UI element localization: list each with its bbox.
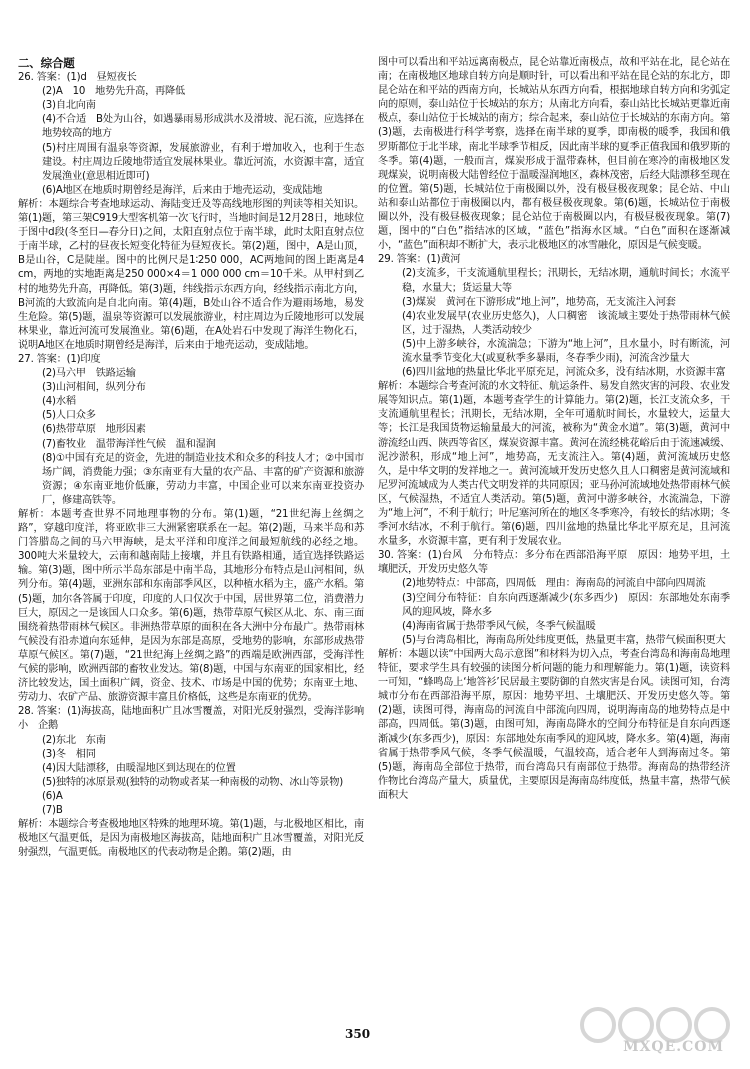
paragraph: 30. 答案：(1)台风 分布特点：多分布在西部沿海平原 原因：地势平坦，土壤肥沃，开发历史悠久等 xyxy=(378,550,730,576)
paragraph: (2)东北 东南 xyxy=(42,734,106,746)
paragraph: 图中可以看出和平站远离南极点，昆仑站靠近南极点，故和平站在北，昆仑站在南；在南极地区地球自转方向是顺时针，可以看出和平站在昆仑站的东北方，即昆仑站在和平站的西南方向，长城站从东西方向看，根据地球自转方向和劣弧定向的原则，泰山站位于长城站的东方；从南北方向看，泰山站比长城站更靠近南极点，泰山站位于长城站的南方；综合起来，泰山站位于长城站的东南方向。第(3)题，去南极进行科学考察，选择在南半球的夏季，即南极的暖季，我国和俄罗斯都位于北半球，南北半球季节相反，因此南半球的夏季正值我国和俄罗斯的冬季。第(4)题，一般而言，煤炭形成于温带森林，但目前在寒冷的南极地区发现煤炭，说明南极大陆曾经位于温暖湿润地区，森林茂密，后经大陆漂移至现在的位置。第(5)题，长城站位于南极圈以外，没有极昼极夜现象；昆仑站、中山站和泰山站都位于南极圈以内，都有极昼极夜现象。第(6)题，长城站位于南极圈以外，没有极昼极夜现象；昆仑站位于南极圈以内，有极昼极夜现象。第(7)题，图中的“白色”指结冰的区域，“蓝色”指海水区域。“白色”面积在逐渐减小，“蓝色”面积却不断扩大，表示北极地区的冰雪融化，原因是气候变暖。 xyxy=(378,57,730,252)
paragraph: 解析：本题考查世界不同地理事物的分布。第(1)题，“21世纪海上丝绸之路”，穿越印度洋，将亚欧非三大洲紧密联系在一起。第(2)题，马来半岛和苏门答腊岛之间的马六甲海峡，是太平洋和印度洋之间最短航线的必经之地。300吨大米量较大，云南和越南陆上接壤，并且有铁路相通，适宜选择铁路运输。第(3)题，图中所示半岛东部是中南半岛，其地形分布特点是山河相间，纵列分布。第(4)题，亚洲东部和东南部季风区，以种植水稻为主，盛产水稻。第(5)题，加尔各答属于印度，印度的人口仅次于中国，居世界第二位，消费潜力巨大，原因之一是该国人口众多。第(6)题，热带草原气候区从北、东、南三面围绕着热带雨林气候区。非洲热带草原的面积在各大洲中分布最广。热带雨林气候没有沿赤道向东延伸，是因为东部是高原，受地势的影响，东部形成热带草原气候区。第(7)题，“21世纪海上丝绸之路”的西端是欧洲西部，受海洋性气候的影响，欧洲西部的畜牧业发达。第(8)题，中国与东南亚的国家相比，经济比较发达，国土面积广阔，资金、技术、市场是中国的优势；东南亚土地、劳动力、农矿产品、旅游资源丰富且价格低，这些是东南亚的优势。 xyxy=(18,509,364,704)
paragraph: (4)海南省属于热带季风气候，冬季气候温暖 xyxy=(402,620,596,632)
paragraph: (5)中上游多峡谷，水流湍急；下游为“地上河”，且水量小，时有断流，河流水量季节变化大(或夏秋季多暴雨，冬春季少雨)，河流含沙量大 xyxy=(402,338,730,364)
paragraph: (5)村庄周围有温泉等资源，发展旅游业，有利于增加收入，也利于生态建设。村庄周边丘陵地带适宜发展林果业。靠近河流，水资源丰富，适宜发展渔业(意思相近即可) xyxy=(42,142,364,182)
paragraph: (2)支流多，干支流通航里程长；汛期长，无结冰期，通航时间长；水流平稳，水量大；货运量大等 xyxy=(402,268,730,294)
right-paragraphs xyxy=(378,56,730,803)
paragraph: 26. 答案：(1)d 昼短夜长 xyxy=(18,72,137,84)
paragraph: (4)不合适 B处为山谷，如遇暴雨易形成洪水及滑坡、泥石流，应选择在地势较高的地方 xyxy=(42,114,364,140)
paragraph: (2)地势特点：中部高，四周低 理由：海南岛的河流自中部向四周流 xyxy=(402,578,706,590)
watermark-text: MXQE.COM xyxy=(623,1039,724,1055)
paragraph: 解析：本题综合考查河流的水文特征、航运条件、易发自然灾害的河段、农业发展等知识点。第(1)题，本题考查学生的计算能力。第(2)题，长江支流众多，干支流通航里程长；汛期长，无结冰期，全年可通航时间长，水量较大，运量大等；长江是我国货物运输量最大的河流，被称为“黄金水道”。第(3)题，黄河中游流经山西、陕西等省区，煤炭资源丰富。黄河在流经桃花峪后由于流速减缓、泥沙淤积，形成“地上河”，地势高，无支流注入。第(4)题，黄河流域历史悠久，是中华文明的发祥地之一。黄河流域开发历史悠久且人口稠密是黄河流域和尼罗河流域成为人类古代文明发祥的共同原因；亚马孙河流域地处热带雨林气候区，气候湿热，不适宜人类活动。第(5)题，黄河中游多峡谷，水流湍急，下游为“地上河”，不利于航行；叶尼塞河所在的地区冬季寒冷，有较长的结冰期；冬季河水结冰，不利于航行。第(6)题，四川盆地的热量比华北平原充足，且河流水量多，水资源丰富，更有利于发展农业。 xyxy=(378,381,730,548)
paragraph: 解析：本题以读“中国两大岛示意图”和材料为切入点，考查台湾岛和海南岛地理特征，要求学生具有较强的读图分析问题的能力和理解能力。第(1)题，读资料一可知，“蜂鸣岛上‘地答衫’民居最主要防御的自然灾害是台风。读图可知，台湾城市分布在西部沿海平原，原因：地势平坦、土壤肥沃、开发历史悠久等。第(2)题，读图可得，海南岛的河流自中部流向四周，说明海南岛的地势特点是中部高，四周低。第(3)题，由图可知，海南岛降水的空间分布特征是自东向西逐渐减少(东多西少)，原因：东部地处东南季风的迎风坡，降水多。第(4)题，海南省属于热带季风气候，冬季气候温暖，气温较高，适合老年人到海南过冬。第(5)题，海南岛全部位于热带，而台湾岛只有南部位于热带。海南岛的热带经济作物比台湾岛产量大，质量优，主要原因是海南岛纬度低，热量丰富，热带气候面积大 xyxy=(378,648,730,801)
section-title: 二、综合题 xyxy=(18,56,75,70)
paragraph: 28. 答案：(1)海拔高，陆地面积广且冰雪覆盖，对阳光反射强烈，受海洋影响小 企鹅 xyxy=(18,706,364,732)
paragraph: (6)A xyxy=(42,790,63,802)
paragraph: (5)与台湾岛相比，海南岛所处纬度更低，热量更丰富，热带气候面积更大 xyxy=(402,634,726,646)
paragraph: 解析：本题综合考查极地地区特殊的地理环境。第(1)题，与北极地区相比，南极地区气温更低，是因为南极地区海拔高，陆地面积广且冰雪覆盖，对阳光反射强烈，气温更低。南极地区的代表动物是企鹅。第(2)题，由 xyxy=(18,819,364,859)
paragraph: 29. 答案：(1)黄河 xyxy=(378,254,461,266)
paragraph: (4)因大陆漂移，由暖湿地区到达现在的位置 xyxy=(42,762,236,774)
page-number: 350 xyxy=(345,1027,371,1041)
paragraph: (8)①中国有充足的资金，先进的制造业技术和众多的科技人才；②中国市场广阔，消费能力强；③东南亚有大量的农产品、丰富的矿产资源和旅游资源；④东南亚地价低廉，劳动力丰富，中国企业可以来东南亚投资办厂，修建高铁等。 xyxy=(42,452,364,506)
paragraph: (3)自北向南 xyxy=(42,100,96,112)
paragraph: (7)B xyxy=(42,804,63,816)
paragraph: (3)煤炭 黄河在下游形成“地上河”，地势高，无支流注入河套 xyxy=(402,296,676,308)
paragraph: (4)农业发展早(农业历史悠久)，人口稠密 该流域主要处于热带雨林气候区，过于湿热，人类活动较少 xyxy=(402,310,730,336)
paragraph: 解析：本题综合考查地球运动、海陆变迁及等高线地形图的判读等相关知识。第(1)题，第三架C919大型客机第一次飞行时，当地时间是12月28日，地球位于图中d段(冬至日—春分日)之间，太阳直射点位于南半球，此时太阳直射点位于南半球，乙村的昼夜长短变化特征为昼短夜长。第(2)题，图中，A是山顶，B是山谷，C是陡崖。图中的比例尺是1∶250 000，AC两地间的图上距离是4 cm，两地的实地距离是250 000×4＝1 000 000 cm＝10千米。从甲村到乙村的地势先升高，再降低。第(3)题，纬线指示东西方向，经线指示南北方向，B河流的大致流向是自北向南。第(4)题，B处山谷不适合作为避雨场地，易发生危险。第(5)题，温泉等资源可以发展旅游业，村庄周边为丘陵地形可以发展林果业，靠近河流可发展渔业。第(6)题，在A处岩石中发现了海洋生物化石，说明A地区在地质时期曾经是海洋，后来由于地壳运动，变成陆地。 xyxy=(18,198,364,351)
paragraph: (6)四川盆地的热量比华北平原充足，河流众多，没有结冰期，水资源丰富 xyxy=(402,367,726,379)
left-column xyxy=(18,56,364,860)
paragraph: 27. 答案：(1)印度 xyxy=(18,353,101,365)
right-column xyxy=(378,56,730,803)
paragraph: (3)冬 相同 xyxy=(42,748,96,760)
paragraph: (6)热带草原 地形因素 xyxy=(42,424,146,436)
left-paragraphs xyxy=(18,71,364,860)
paragraph: (2)马六甲 铁路运输 xyxy=(42,368,136,380)
paragraph: (6)A地区在地质时期曾经是海洋，后来由于地壳运动，变成陆地 xyxy=(42,184,323,196)
paragraph: (3)山河相间，纵列分布 xyxy=(42,382,146,394)
paragraph: (7)畜牧业 温带海洋性气候 温和湿润 xyxy=(42,438,216,450)
paragraph: (2)A 10 地势先升高，再降低 xyxy=(42,86,186,98)
paragraph: (5)独特的冰原景观(独特的动物或者某一种南极的动物、冰山等景物) xyxy=(42,776,344,788)
paragraph: (5)人口众多 xyxy=(42,410,96,422)
paragraph: (4)水稻 xyxy=(42,396,76,408)
paragraph: (3)空间分布特征：自东向西逐渐减少(东多西少) 原因：东部地处东南季风的迎风坡，降水多 xyxy=(402,592,730,618)
